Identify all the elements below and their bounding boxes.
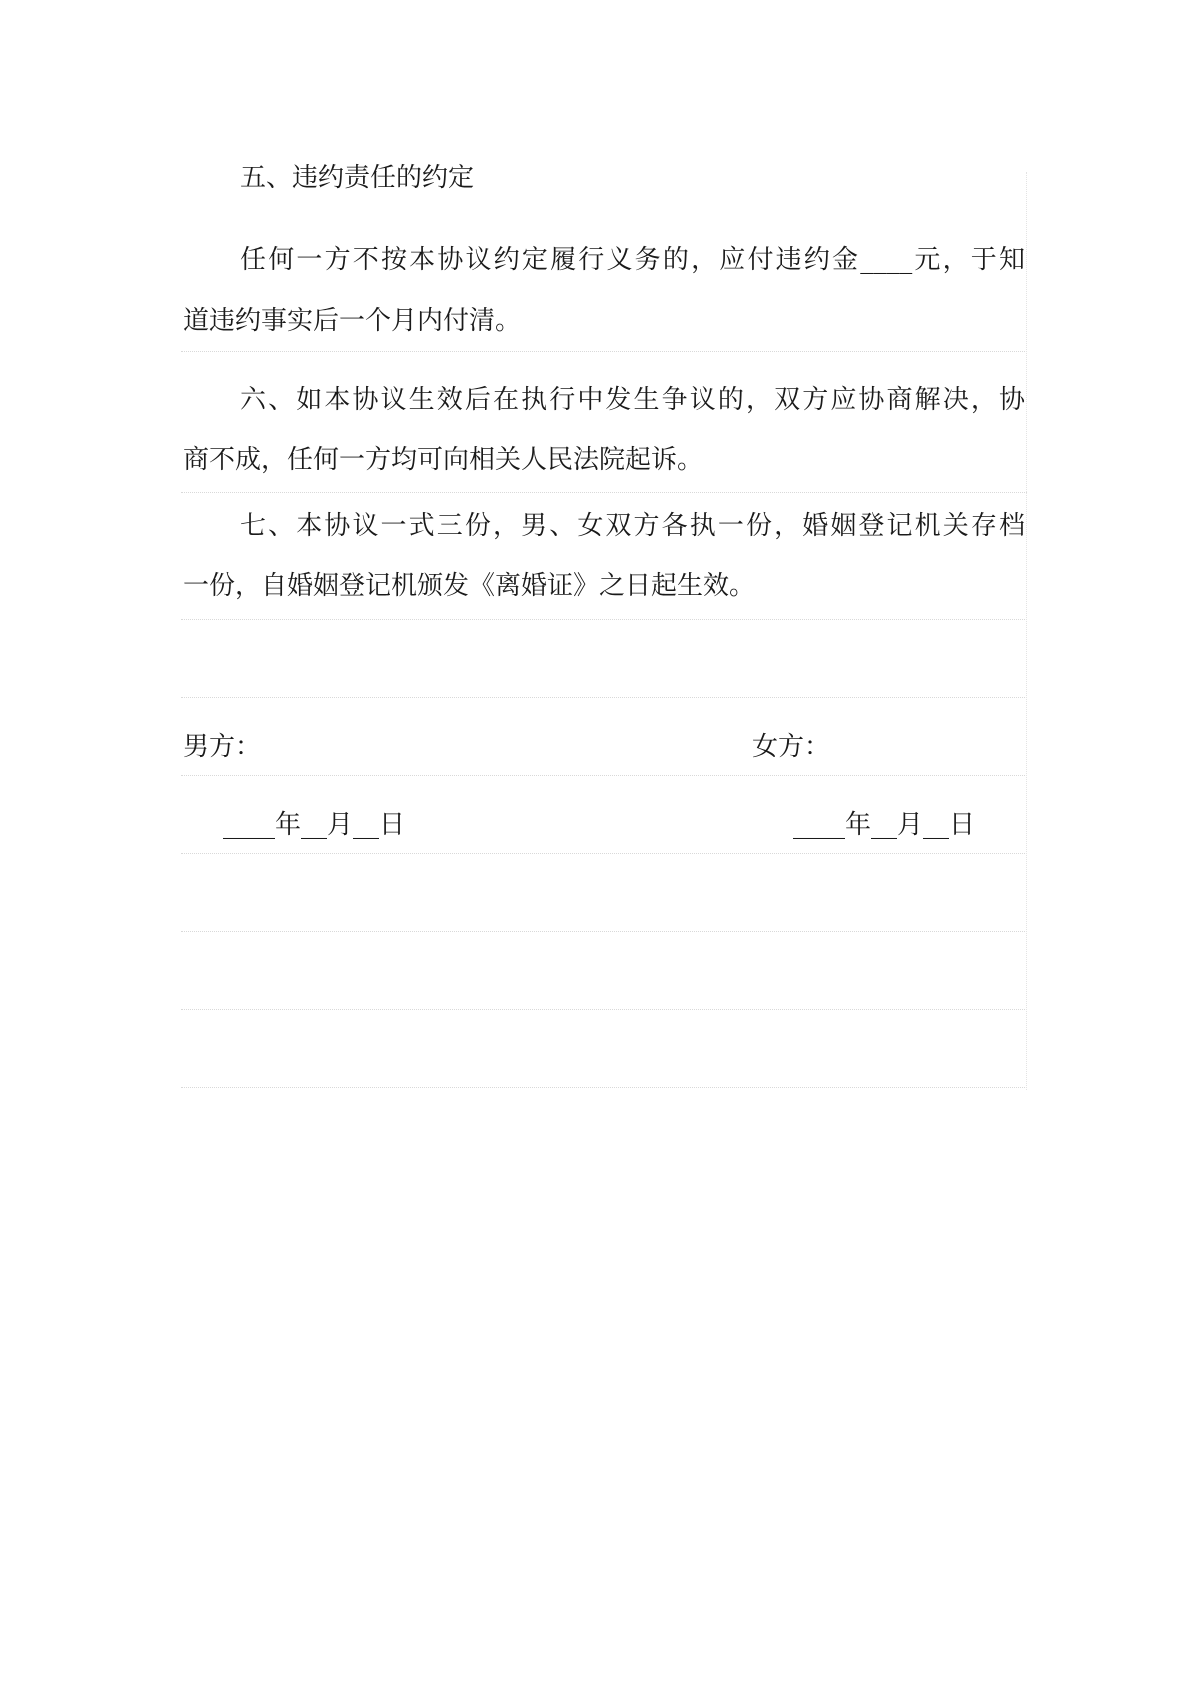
section5-heading: 五、违约责任的约定 (240, 163, 475, 193)
ruled-line (181, 1009, 1027, 1010)
female-signature-label: 女方： (752, 732, 831, 762)
ruled-line (181, 619, 1027, 620)
section6-line1: 六、如本协议生效后在执行中发生争议的，双方应协商解决，协 (240, 385, 1025, 415)
ruled-line (181, 351, 1027, 352)
male-signature-date: ____年__月__日 (223, 810, 406, 840)
section5-body-line1: 任何一方不按本协议约定履行义务的，应付违约金____元，于知 (240, 245, 1025, 275)
section5-body-line2: 道违约事实后一个月内付清。 (183, 306, 522, 336)
female-signature-date: ____年__月__日 (793, 810, 976, 840)
section6-line2: 商不成，任何一方均可向相关人民法院起诉。 (183, 445, 704, 475)
ruled-margin-line (1026, 172, 1027, 1090)
ruled-line (181, 1087, 1027, 1088)
ruled-line (181, 853, 1027, 854)
section7-line1: 七、本协议一式三份，男、女双方各执一份，婚姻登记机关存档 (240, 511, 1025, 541)
ruled-line (181, 697, 1027, 698)
male-signature-label: 男方： (183, 732, 262, 762)
ruled-line (181, 775, 1027, 776)
section7-line2: 一份，自婚姻登记机颁发《离婚证》之日起生效。 (183, 571, 756, 601)
ruled-line (181, 492, 1027, 493)
ruled-line (181, 931, 1027, 932)
